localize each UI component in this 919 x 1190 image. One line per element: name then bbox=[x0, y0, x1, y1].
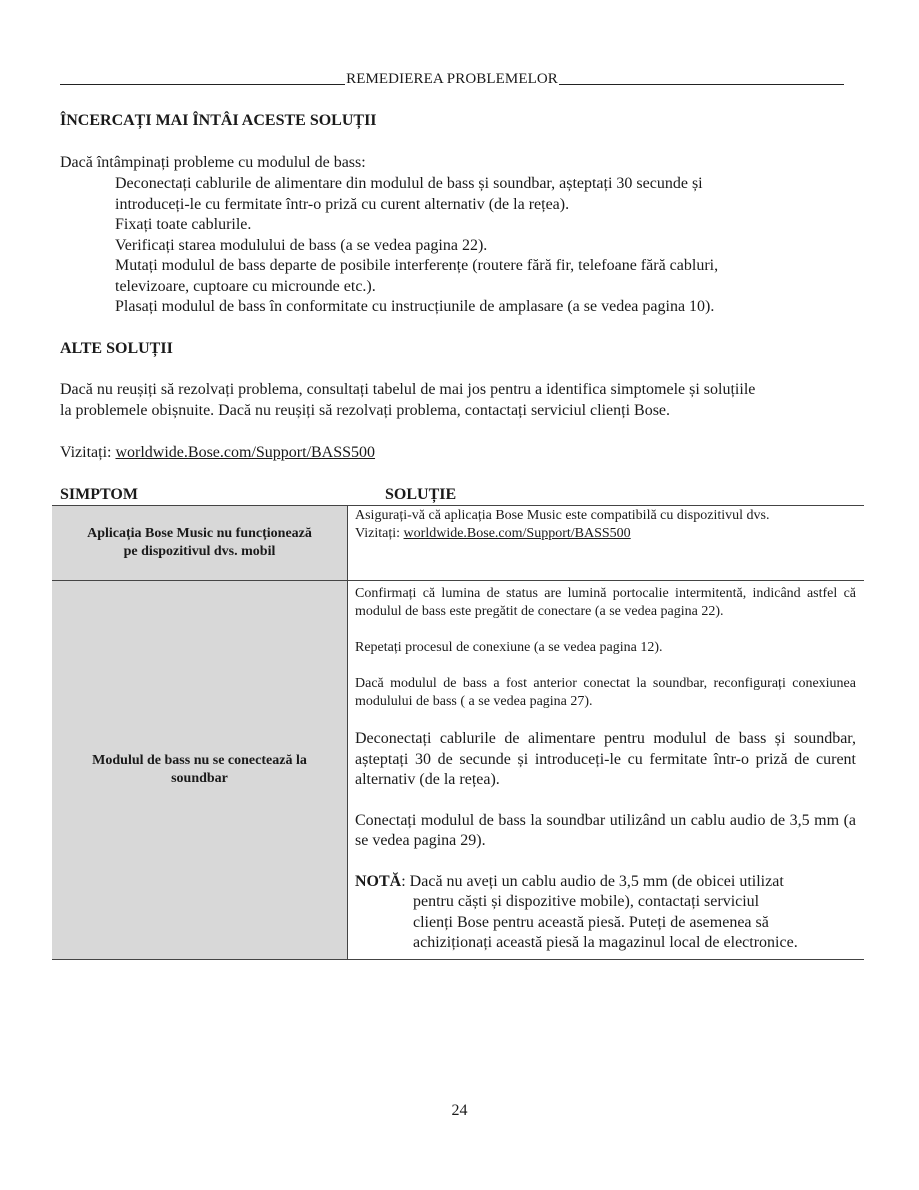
first-solutions-list bbox=[115, 174, 835, 318]
list-item: introduceți-le cu fermitate într-o priză cu curent alternativ (de la rețea). bbox=[115, 195, 570, 213]
symptom-text: Aplicația Bose Music nu funcționează bbox=[87, 526, 312, 541]
column-header-solution: SOLUȚIE bbox=[385, 486, 457, 503]
column-header-symptom: SIMPTOM bbox=[60, 486, 138, 503]
list-item: Verificați starea modulului de bass (a se vedea pagina 22). bbox=[115, 236, 488, 254]
section-heading-other-solutions: ALTE SOLUȚII bbox=[60, 340, 173, 357]
visit-line bbox=[60, 443, 375, 464]
symptom-cell bbox=[52, 506, 348, 581]
section-heading-first-solutions: ÎNCERCAȚI MAI ÎNTÂI ACESTE SOLUȚII bbox=[60, 112, 377, 129]
note-text: clienți Bose pentru această piesă. Puteți de asemenea să bbox=[413, 913, 769, 931]
support-link[interactable]: worldwide.Bose.com/Support/BASS500 bbox=[115, 444, 376, 461]
note-text: achiziționați această piesă la magazinul local de electronice. bbox=[413, 934, 798, 951]
list-item: Mutați modulul de bass departe de posibile interferențe (routere fără fir, telefoane fără cabluri, bbox=[115, 257, 719, 274]
symptom-text: pe dispozitivul dvs. mobil bbox=[123, 544, 276, 559]
header-title: REMEDIEREA PROBLEMELOR bbox=[346, 71, 558, 87]
header-rule-left bbox=[60, 83, 345, 85]
solution-visit bbox=[355, 525, 856, 543]
solution-text: Confirmați că lumina de status are lumină portocalie intermitentă, indicând astfel că modulul de bass este pregătit de conectare (a se vedea pagina 22). bbox=[355, 586, 856, 619]
solution-cell bbox=[348, 581, 865, 960]
list-item: Plasați modulul de bass în conformitate cu instrucțiunile de amplasare (a se vedea pagina 10). bbox=[115, 298, 715, 315]
note-label: NOTĂ bbox=[355, 872, 402, 890]
visit-label: Vizitați: bbox=[355, 526, 404, 541]
other-solutions-para-line2: la problemele obișnuite. Dacă nu reușiți să rezolvați problema, contactați serviciul clienți Bose. bbox=[60, 402, 671, 419]
list-item: Fixați toate cablurile. bbox=[115, 216, 252, 233]
table-row bbox=[52, 506, 864, 581]
solution-text: Conectați modulul de bass la soundbar utilizând un cablu audio de 3,5 mm (a se vedea pagina 29). bbox=[355, 811, 856, 849]
solution-text: Dacă modulul de bass a fost anterior conectat la soundbar, reconfigurați conexiunea modulului de bass ( a se vedea pagina 27). bbox=[355, 676, 856, 709]
list-item: Deconectați cablurile de alimentare din modulul de bass și soundbar, așteptați 30 secunde și bbox=[115, 175, 703, 192]
troubleshoot-intro: Dacă întâmpinați probleme cu modulul de bass: bbox=[60, 154, 366, 171]
table-row bbox=[52, 581, 864, 960]
solution-text: Repetați procesul de conexiune (a se vedea pagina 12). bbox=[355, 640, 663, 655]
symptom-cell bbox=[52, 581, 348, 960]
other-solutions-para-line1: Dacă nu reușiți să rezolvați problema, consultați tabelul de mai jos pentru a identifica simptomele și soluțiile bbox=[60, 381, 756, 398]
page-number: 24 bbox=[451, 1102, 468, 1119]
note-block bbox=[355, 872, 856, 954]
header-rule-right bbox=[559, 83, 844, 85]
visit-label: Vizitați: bbox=[60, 444, 116, 461]
note-text: pentru căști și dispozitive mobile), contactați serviciul bbox=[413, 893, 760, 910]
solution-text: Deconectați cablurile de alimentare pentru modulul de bass și soundbar, așteptați 30 de secunde și introduceți-le cu fermitate într-o priză de curent alternativ (de la rețea). bbox=[355, 730, 856, 788]
solution-cell bbox=[348, 506, 865, 581]
troubleshooting-table bbox=[52, 505, 864, 960]
page-header bbox=[60, 71, 844, 88]
note-text: : Dacă nu aveți un cablu audio de 3,5 mm (de obicei utilizat bbox=[401, 872, 784, 890]
symptom-text: soundbar bbox=[171, 771, 228, 786]
list-item: televizoare, cuptoare cu microunde etc.). bbox=[115, 277, 376, 295]
solution-text: Asigurați-vă că aplicația Bose Music este compatibilă cu dispozitivul dvs. bbox=[355, 508, 770, 523]
symptom-text: Modulul de bass nu se conectează la bbox=[92, 753, 307, 768]
support-link[interactable]: worldwide.Bose.com/Support/BASS500 bbox=[403, 526, 631, 541]
